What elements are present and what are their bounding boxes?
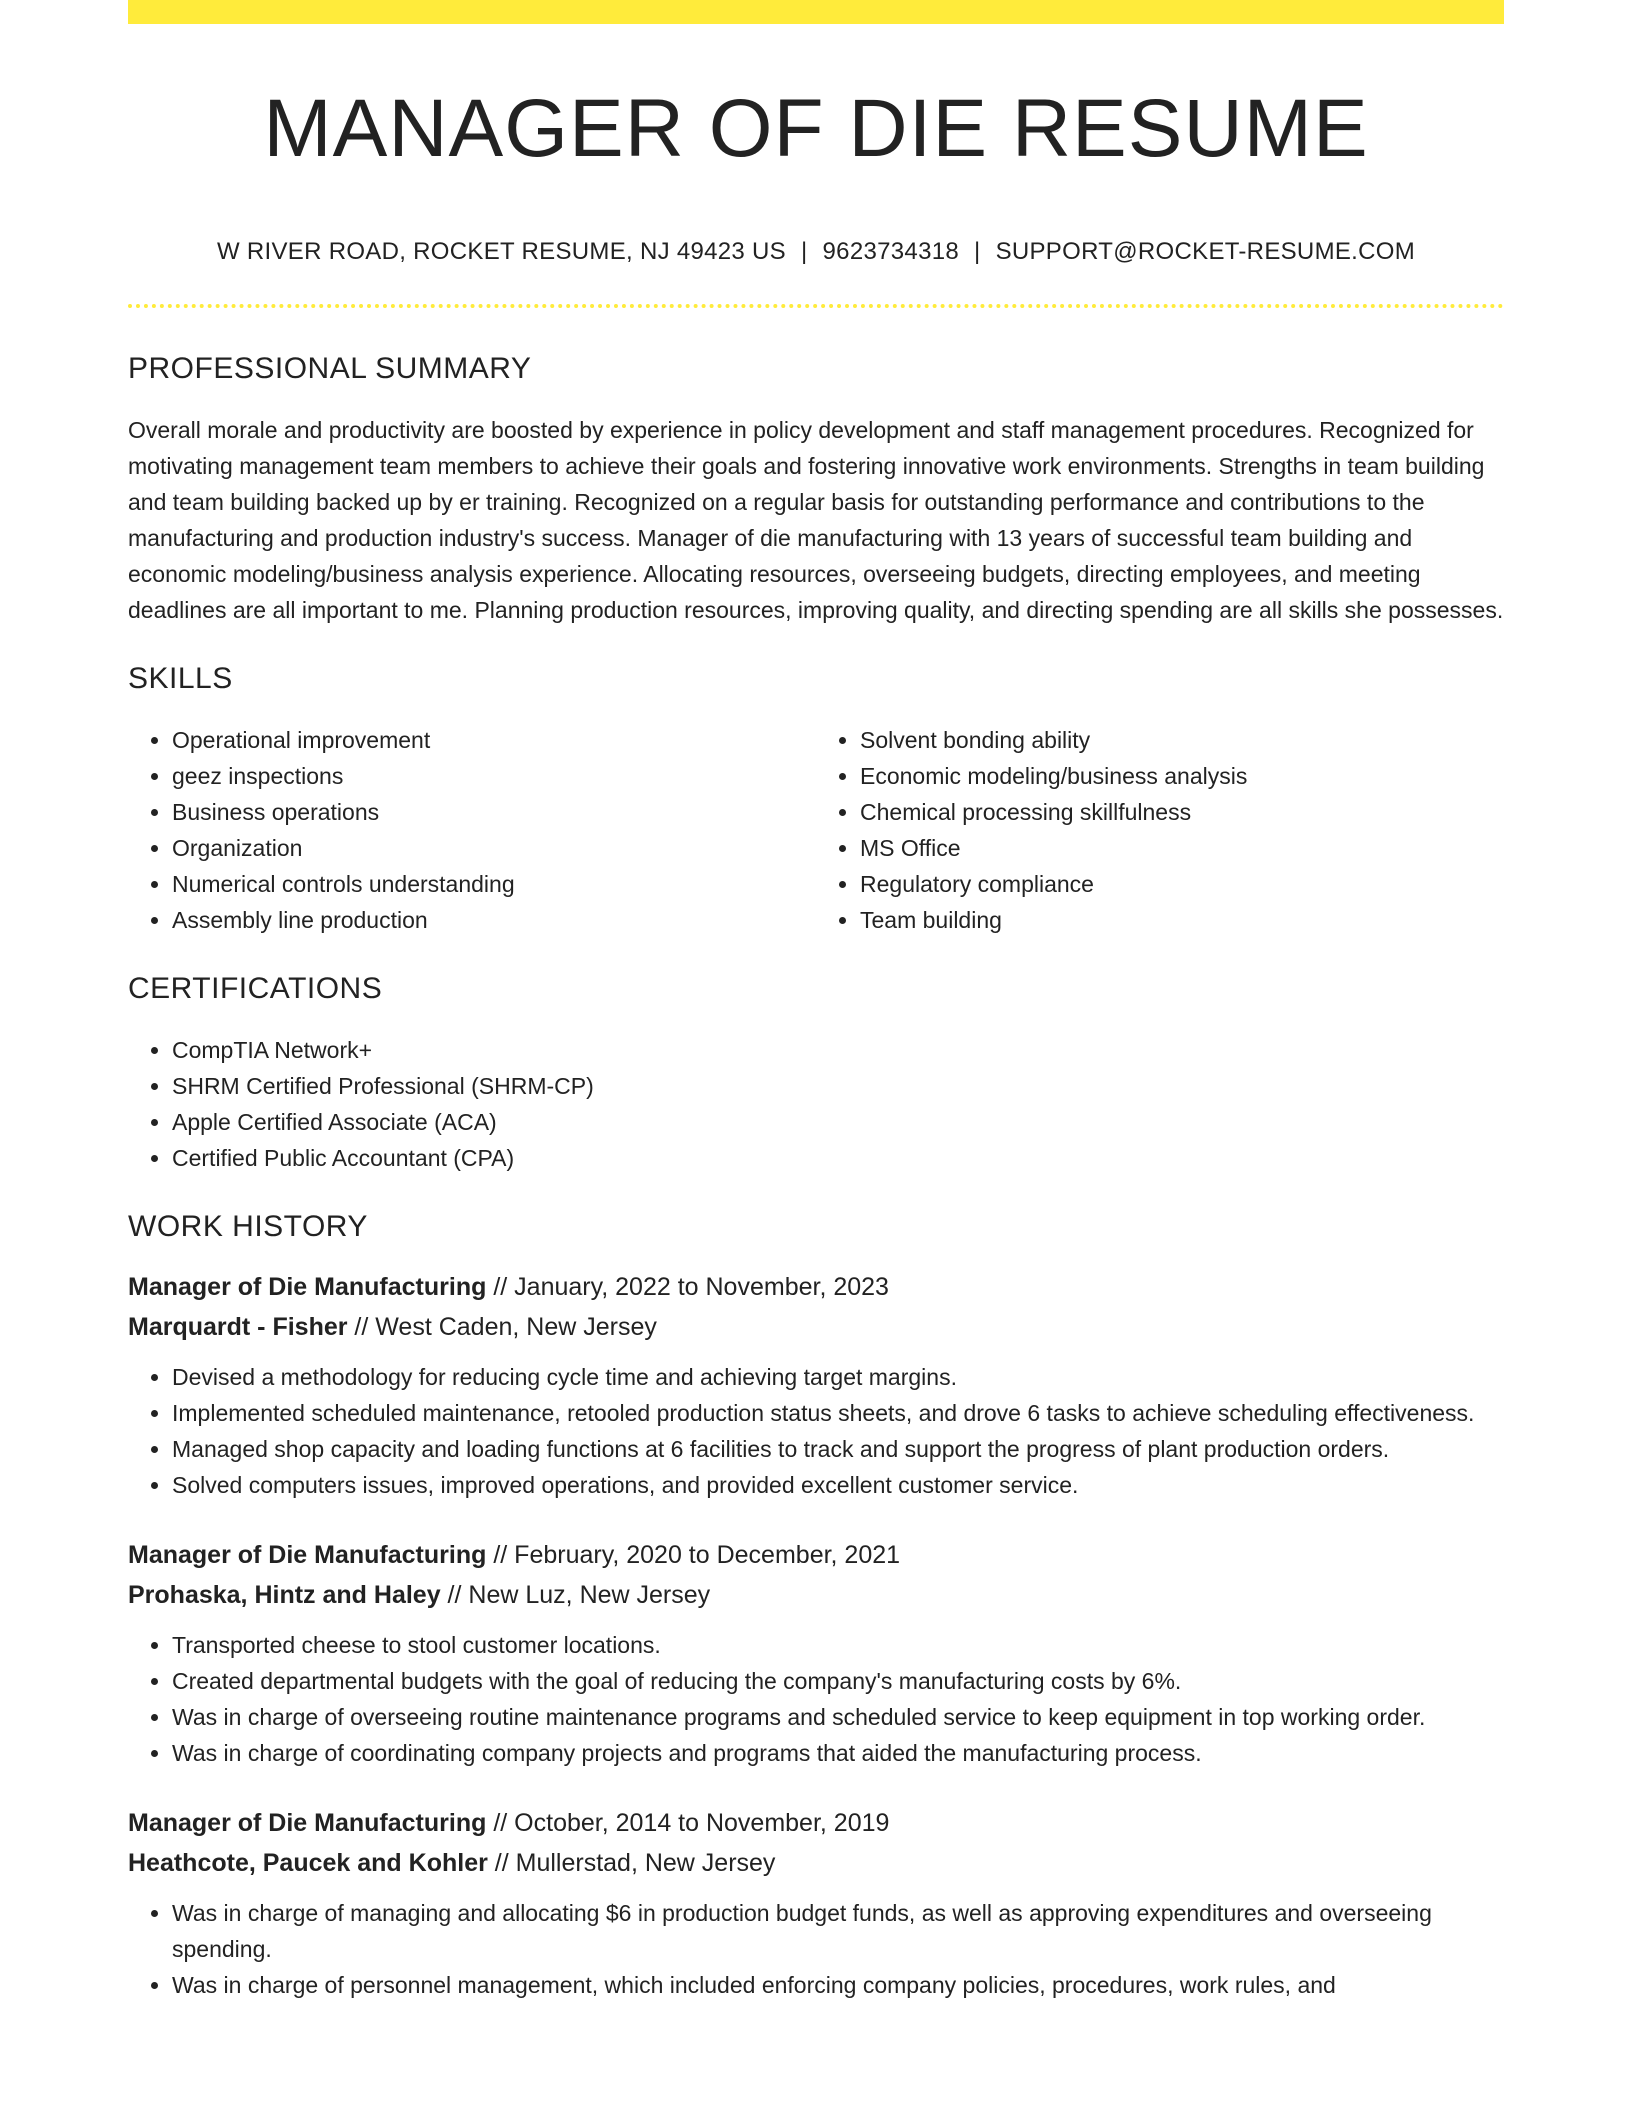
certification-item: • Certified Public Accountant (CPA) (172, 1140, 1504, 1176)
skill-item: • Solvent bonding ability (860, 722, 1504, 758)
job-entry (128, 1267, 1504, 1503)
summary-text: Overall morale and productivity are boosted by experience in policy development and staff management procedures. Recognized for motivating management team members to achieve their goals and fostering innovative work environments. Strengths in team building and team building backed up by er training. Recognized on a regular basis for outstanding performance and contributions to the manufacturing and production industry's success. Manager of die manufacturing with 13 years of successful team building and economic modeling/business analysis experience. Allocating resources, overseeing budgets, directing employees, and meeting deadlines are all important to me. Planning production resources, improving quality, and directing spending are all skills she possesses. (128, 417, 1504, 624)
skills-heading: SKILLS (128, 662, 233, 696)
skill-item: • Operational improvement (172, 722, 816, 758)
job-employer: Prohaska, Hintz and Haley (128, 1581, 441, 1610)
contact-phone: 9623734318 (822, 238, 960, 266)
date-separator: // (486, 1273, 515, 1302)
skill-item: • geez inspections (172, 758, 816, 794)
job-employer: Marquardt - Fisher (128, 1313, 348, 1342)
job-employer-line (128, 1843, 1504, 1883)
skill-item: • Team building (860, 902, 1504, 938)
accent-top-bar (128, 0, 1504, 24)
date-separator: // (486, 1541, 515, 1570)
job-bullet: • Devised a methodology for reducing cycle time and achieving target margins. (172, 1359, 1504, 1395)
job-entry (128, 1803, 1504, 2003)
skill-item: • Regulatory compliance (860, 866, 1504, 902)
job-employer: Heathcote, Paucek and Kohler (128, 1849, 488, 1878)
job-title: Manager of Die Manufacturing (128, 1809, 487, 1838)
job-location: West Caden, New Jersey (375, 1313, 657, 1342)
contact-separator: | (800, 238, 808, 266)
summary-heading: PROFESSIONAL SUMMARY (128, 352, 532, 386)
work-history-heading: WORK HISTORY (128, 1210, 368, 1244)
job-bullet: • Created departmental budgets with the goal of reducing the company's manufacturing costs by 6%. (172, 1663, 1504, 1699)
job-bullet: • Solved computers issues, improved operations, and provided excellent customer service. (172, 1467, 1504, 1503)
contact-address: W RIVER ROAD, ROCKET RESUME, NJ 49423 US (216, 238, 786, 266)
job-location: New Luz, New Jersey (468, 1581, 711, 1610)
date-separator: // (347, 1313, 376, 1342)
job-dates: February, 2020 to December, 2021 (514, 1541, 901, 1570)
skill-item: • Organization (172, 830, 816, 866)
skill-item: • Business operations (172, 794, 816, 830)
date-separator: // (486, 1809, 515, 1838)
job-location: Mullerstad, New Jersey (515, 1849, 776, 1878)
job-bullet: • Was in charge of personnel management, which included enforcing company policies, procedures, work rules, and (172, 1967, 1504, 2003)
job-entry (128, 1535, 1504, 1771)
resume-title: MANAGER OF DIE RESUME (263, 83, 1369, 174)
job-bullet-list (128, 1895, 1504, 2003)
contact-line (128, 238, 1504, 266)
job-title-line (128, 1267, 1504, 1307)
job-dates: January, 2022 to November, 2023 (514, 1273, 889, 1302)
certification-item: • SHRM Certified Professional (SHRM-CP) (172, 1068, 1504, 1104)
job-title: Manager of Die Manufacturing (128, 1273, 487, 1302)
job-bullet: • Was in charge of managing and allocating $6 in production budget funds, as well as approving expenditures and overseeing spending. (172, 1895, 1504, 1967)
resume-page (128, 0, 1504, 2003)
job-bullet-list (128, 1627, 1504, 1771)
job-dates: October, 2014 to November, 2019 (514, 1809, 890, 1838)
job-bullet: • Was in charge of coordinating company projects and programs that aided the manufacturing process. (172, 1735, 1504, 1771)
job-title-line (128, 1535, 1504, 1575)
skill-item: • Chemical processing skillfulness (860, 794, 1504, 830)
date-separator: // (440, 1581, 469, 1610)
skill-item: • Assembly line production (172, 902, 816, 938)
job-bullet: • Was in charge of overseeing routine maintenance programs and scheduled service to keep equipment in top working order. (172, 1699, 1504, 1735)
certifications-heading: CERTIFICATIONS (128, 972, 383, 1006)
job-bullet-list (128, 1359, 1504, 1503)
job-bullet: • Implemented scheduled maintenance, retooled production status sheets, and drove 6 tasks to achieve scheduling effectiveness. (172, 1395, 1504, 1431)
skills-list-left (128, 722, 816, 938)
job-title-line (128, 1803, 1504, 1843)
skill-item: • Economic modeling/business analysis (860, 758, 1504, 794)
skill-item: • Numerical controls understanding (172, 866, 816, 902)
contact-separator: | (974, 238, 981, 266)
certification-item: • CompTIA Network+ (172, 1032, 1504, 1068)
job-bullet: • Managed shop capacity and loading functions at 6 facilities to track and support the progress of plant production orders. (172, 1431, 1504, 1467)
date-separator: // (487, 1849, 516, 1878)
job-employer-line (128, 1575, 1504, 1615)
certification-item: • Apple Certified Associate (ACA) (172, 1104, 1504, 1140)
certifications-list (128, 1032, 1504, 1176)
dotted-divider (128, 304, 1504, 308)
job-title: Manager of Die Manufacturing (128, 1541, 487, 1570)
skills-grid (128, 722, 1504, 938)
skill-item: • MS Office (860, 830, 1504, 866)
job-bullet: • Transported cheese to stool customer locations. (172, 1627, 1504, 1663)
contact-email: SUPPORT@ROCKET-RESUME.COM (995, 238, 1416, 266)
skills-list-right (816, 722, 1504, 938)
job-employer-line (128, 1307, 1504, 1347)
